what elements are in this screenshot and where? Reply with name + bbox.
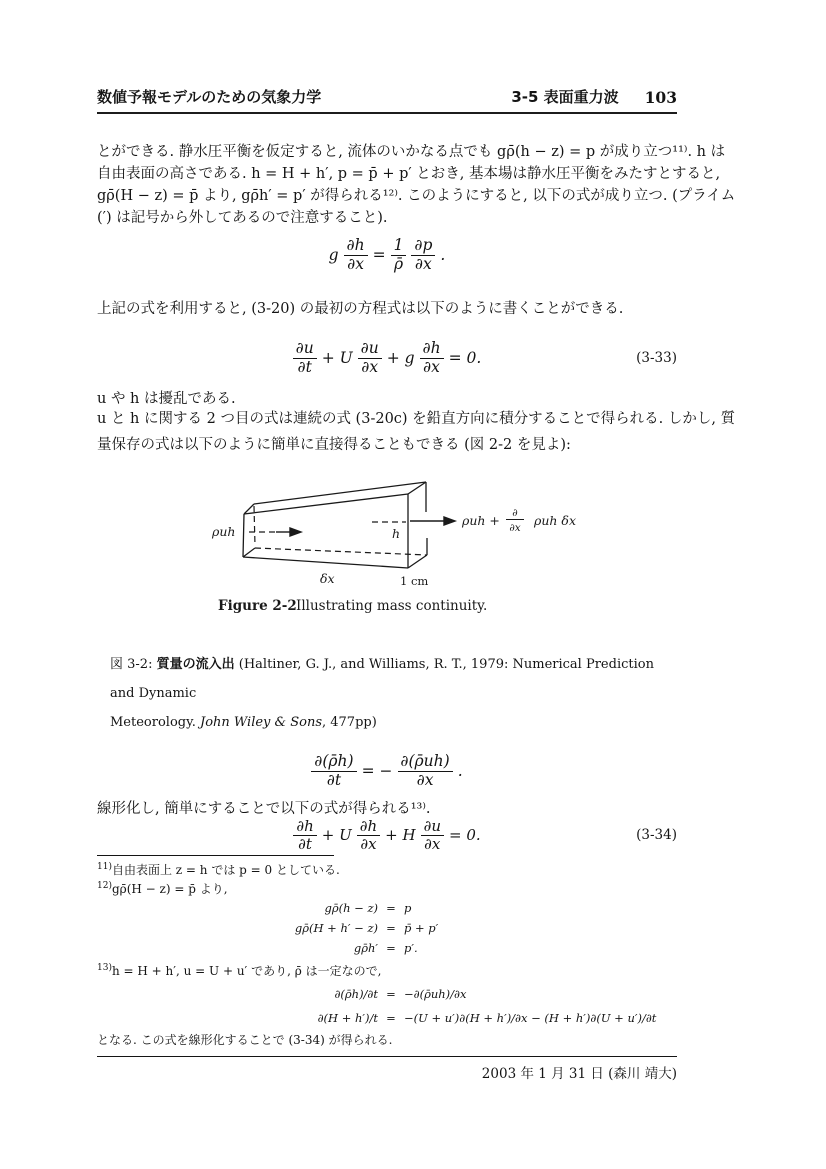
fraction: $\frac{\partial(\rhōuh)}{\partial x}$ — [398, 753, 453, 789]
eq-operator: + U — [321, 826, 352, 844]
equation-3-33 — [97, 336, 677, 380]
wedge-outline — [243, 482, 427, 568]
eq-rhs: = 0. — [449, 826, 481, 844]
footnote-13-closing: となる. この式を線形化することで (3-34) が得られる. — [97, 1033, 393, 1047]
eq-operator: + H — [385, 826, 416, 844]
figure-mass-continuity-diagram — [200, 468, 620, 626]
paragraph-2: 上記の式を利用すると, (3-20) の最初の方程式は以下のように書くことができる. — [97, 301, 624, 317]
equation-mass-continuity — [97, 748, 677, 794]
footer-rule — [97, 1056, 677, 1057]
eq-relation: = − — [361, 762, 393, 780]
inflow-arrowhead — [290, 528, 301, 536]
footnote-13: $^{13)}$h = H + h′, u = U + u′ であり, ρ̄ は一定なので, — [97, 963, 382, 978]
page-number: 103 — [644, 88, 677, 107]
caption-line-2: Meteorology. John Wiley & Sons, 477pp) — [110, 715, 377, 730]
eq-operator: + U — [321, 349, 353, 367]
hidden-edges — [249, 506, 427, 555]
outflow-frac-denominator: ∂x — [509, 522, 521, 534]
figure-caption-number: Figure 2-2 — [218, 598, 297, 614]
paragraph-1-line: gρ̄(H − z) = p̄ より, gρ̄h′ = p′ が得られる¹²⁾. このようにすると, 以下の式が成り立つ. (プライム — [97, 188, 736, 204]
eq-relation: = — [372, 246, 386, 264]
section-title: 3-5 表面重力波 — [511, 88, 619, 106]
caption-title: 質量の流入出 — [156, 657, 235, 672]
fraction: $\frac{1}{\rhō}$ — [391, 237, 407, 273]
paragraph-3: u や h は擾乱である. — [97, 391, 236, 407]
eq-period: . — [440, 246, 446, 264]
footnote-marker: 12) — [97, 881, 112, 891]
footnote-marker: 11) — [97, 862, 112, 872]
fraction: $\frac{\partial h}{\partial x}$ — [344, 237, 368, 273]
inflow-flux-label: ρuh — [212, 524, 236, 539]
paragraph-1-line: (′) は記号から外してあるので注意すること). — [97, 210, 388, 226]
paragraph-4-line: 量保存の式は以下のように簡単に直接得ることもできる (図 2-2 を見よ): — [97, 437, 571, 453]
outflow-label-prefix: ρuh + — [462, 513, 500, 528]
eq-period: . — [457, 762, 463, 780]
footnote-11: $^{11)}$自由表面上 z = h では p = 0 としている. — [97, 862, 340, 877]
equation-number: (3-33) — [636, 350, 677, 366]
caption-publisher: John Wiley & Sons — [199, 715, 322, 730]
header-right — [511, 86, 677, 107]
paragraph-1-line: とができる. 静水圧平衡を仮定すると, 流体のいかなる点でも gρ̄(h − z) = p が成り立つ¹¹⁾. h は — [97, 144, 726, 160]
flow-arrows — [276, 517, 455, 536]
outflow-frac-numerator: ∂ — [512, 507, 518, 519]
footnote-separator-rule — [97, 855, 334, 856]
eq-operator: + g — [386, 349, 415, 367]
footnote-12: $^{12)}$gρ̄(H − z) = p̄ より, — [97, 881, 228, 896]
footnote-13-equations: ∂(ρ̄h)/∂t = −∂(ρ̄uh)/∂x ∂(H + h′)/t = −(U + u′)∂(H + h′)/∂x − (H + h′)∂(U + u′)/∂t — [317, 987, 657, 1025]
paragraph-4 — [97, 406, 736, 458]
paragraph-1-line: 自由表面の高さである. h = H + h′, p = p̄ + p′ とおき, 基本場は静水圧平衡をみたすとすると, — [97, 166, 721, 182]
eq-coefficient: g — [328, 246, 339, 264]
outflow-arrowhead — [444, 517, 455, 525]
caption-label: 図 3-2: — [110, 657, 153, 672]
paragraph-5: 線形化し, 簡単にすることで以下の式が得られる¹³⁾. — [97, 801, 431, 817]
page-header — [97, 86, 677, 114]
paragraph-4-line: u と h に関する 2 つ目の式は連続の式 (3-20c) を鉛直方向に積分することで得られる. しかし, 質 — [97, 411, 736, 427]
paragraph-1 — [97, 141, 736, 229]
fraction: $\frac{\partial u}{\partial x}$ — [421, 818, 444, 853]
dx-label: δx — [320, 571, 335, 586]
caption-line-1 — [110, 650, 670, 708]
fraction: $\frac{\partial h}{\partial x}$ — [357, 818, 380, 853]
depth-label: 1 cm — [400, 574, 429, 588]
footer-date-author: 2003 年 1 月 31 日 (森川 靖大) — [481, 1066, 677, 1082]
figure-caption-3-2 — [110, 650, 670, 737]
fraction: $\frac{\partial u}{\partial x}$ — [358, 340, 382, 376]
caption-reference: (Haltiner, G. J., and Williams, R. T., 1979: Numerical Prediction and Dynamic — [110, 657, 654, 701]
fraction: $\frac{\partial u}{\partial t}$ — [293, 340, 317, 376]
height-label: h — [392, 526, 401, 541]
fraction: $\frac{\partial h}{\partial x}$ — [420, 340, 444, 376]
fraction: $\frac{\partial h}{\partial t}$ — [293, 818, 316, 853]
document-title: 数値予報モデルのための気象力学 — [97, 88, 322, 106]
outflow-label-suffix: ρuh δx — [534, 513, 576, 528]
equation-hydrostatic — [97, 234, 677, 276]
eq-rhs: = 0. — [448, 349, 482, 367]
equation-3-34 — [97, 814, 677, 856]
fraction: $\frac{\partial p}{\partial x}$ — [411, 237, 435, 273]
fraction: $\frac{\partial(\rhōh)}{\partial t}$ — [311, 753, 356, 789]
equation-number: (3-34) — [636, 827, 677, 843]
footnote-marker: 13) — [97, 963, 112, 973]
figure-caption-text: Illustrating mass continuity. — [296, 598, 488, 614]
footnote-12-equations: gρ̄(h − z) = p gρ̄(H + h′ − z) = p̄ + p′ gρ̄h′ = p′. — [294, 901, 439, 955]
